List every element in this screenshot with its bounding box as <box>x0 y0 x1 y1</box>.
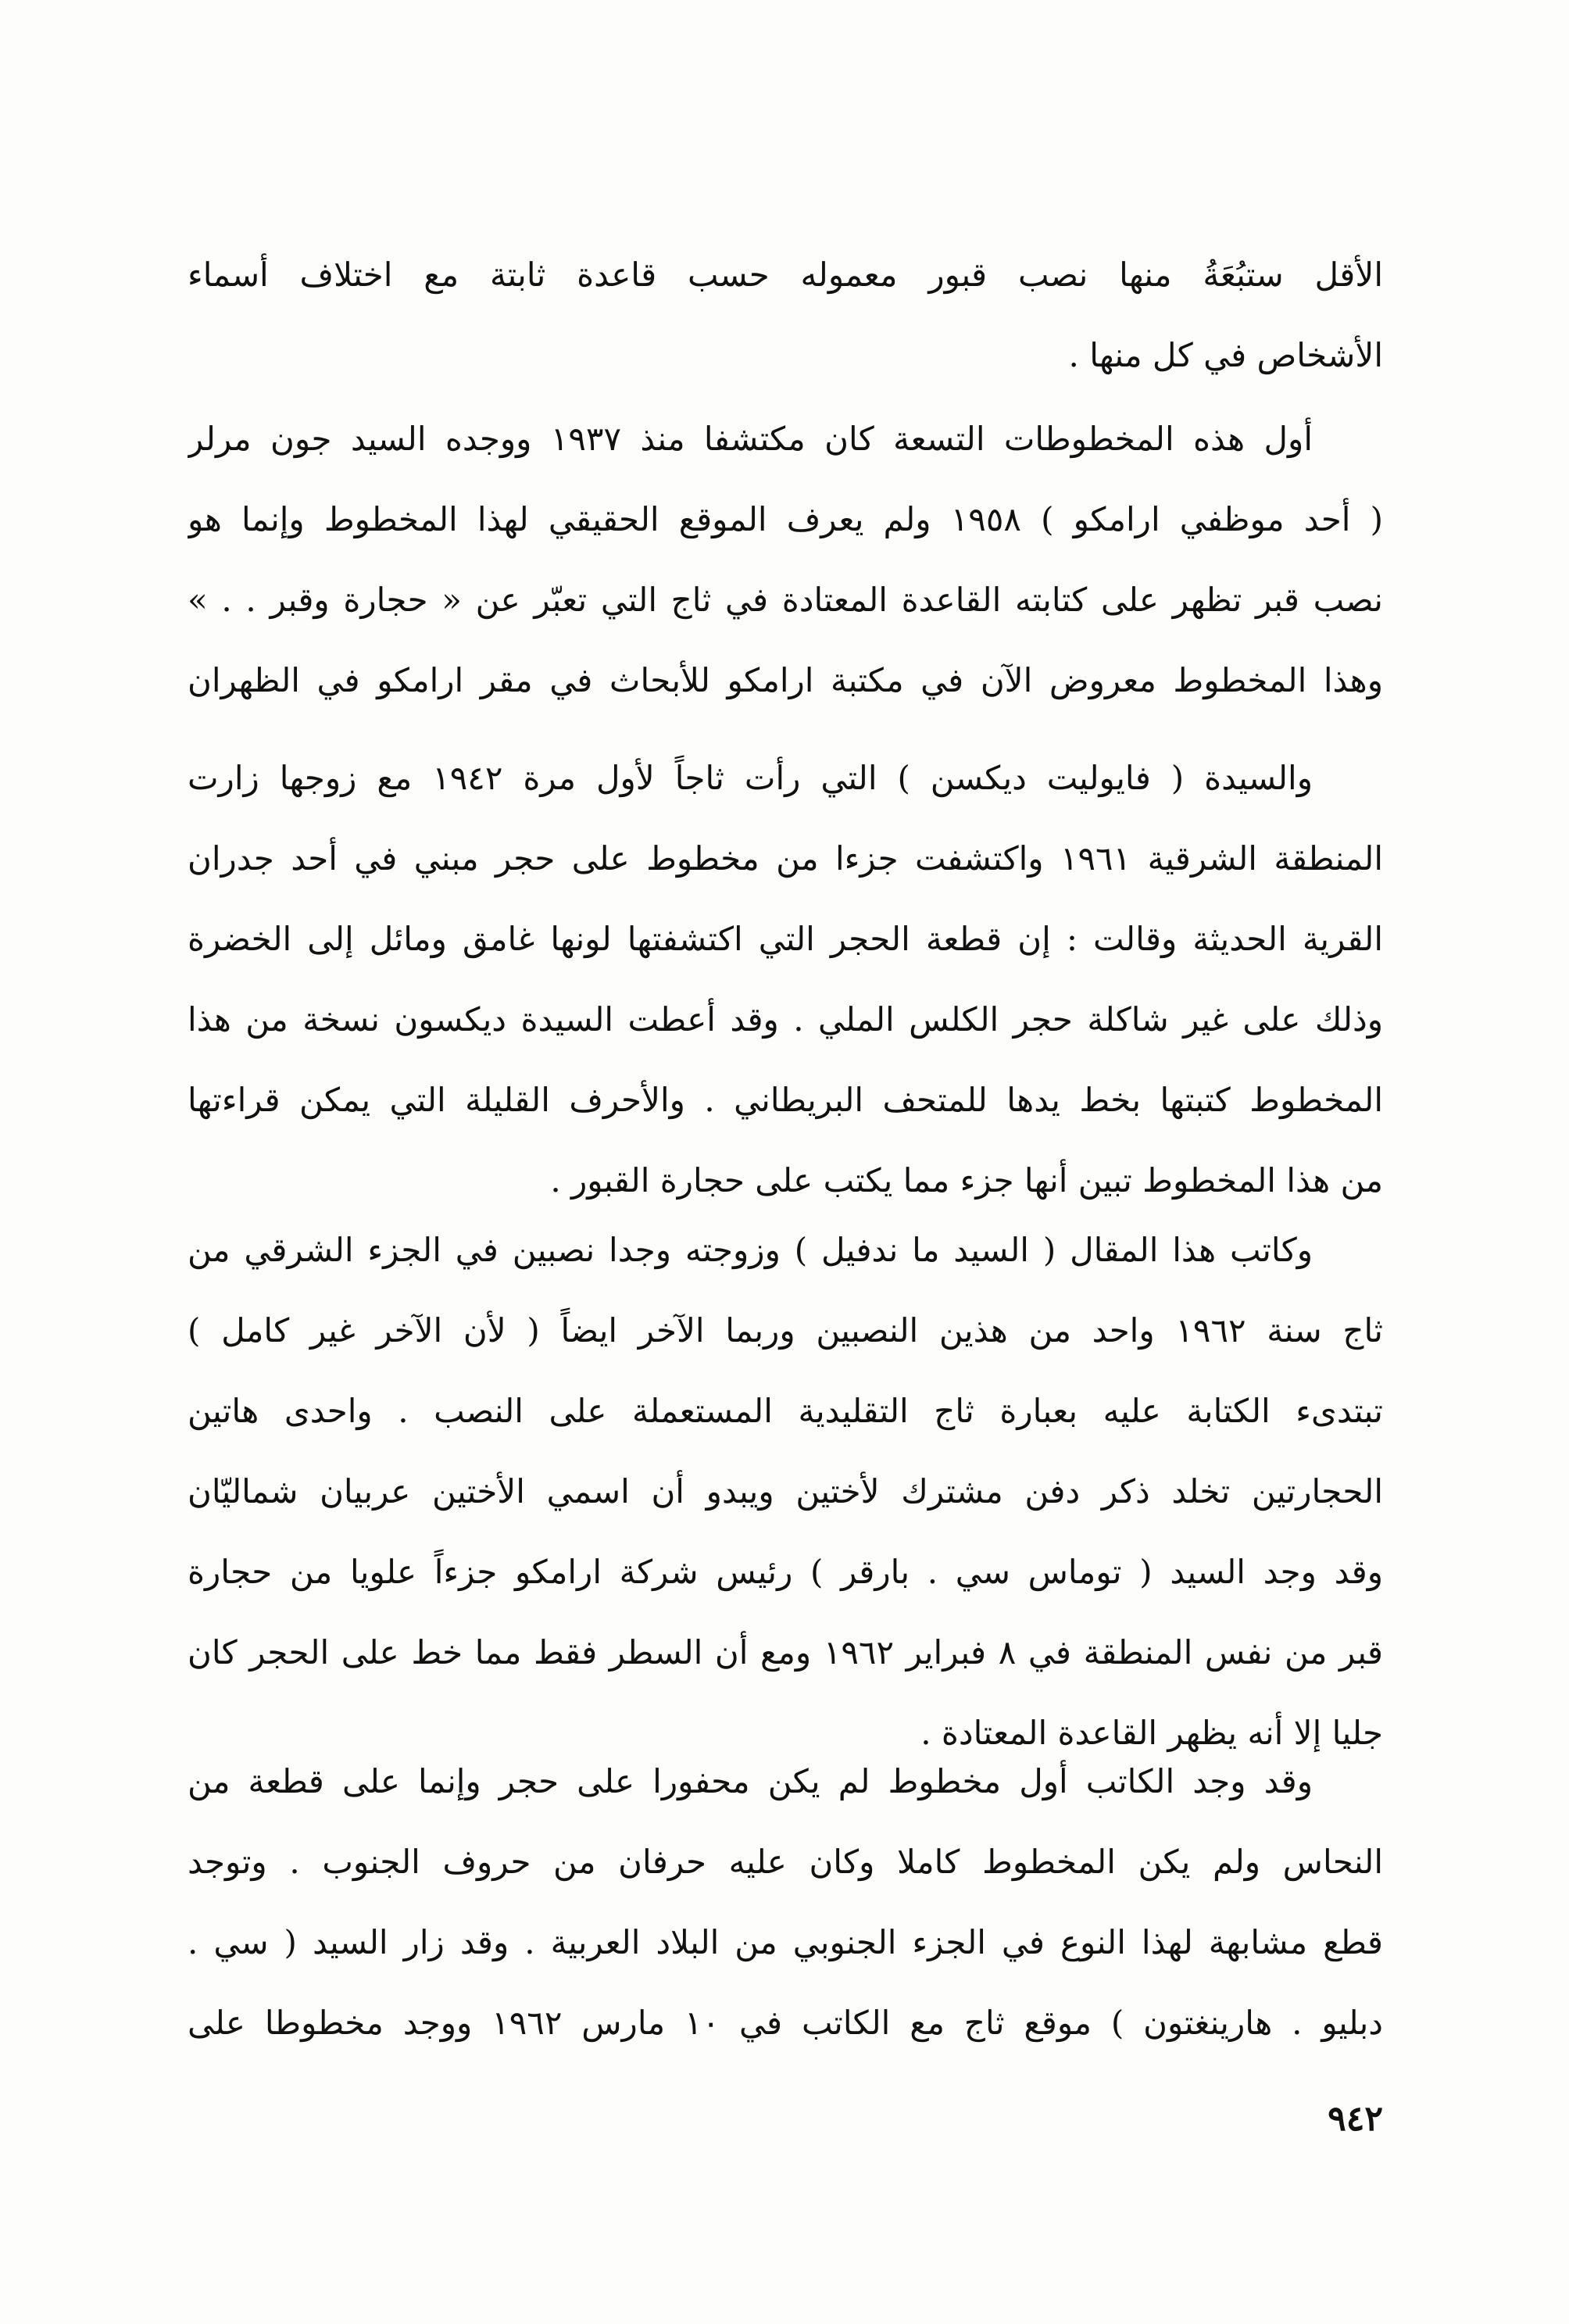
text-line: وقد وجد السيد ( توماس سي . بارقر ) رئيس شركة ارامكو جزءاً علويا من حجارة <box>188 1553 1383 1591</box>
text-line: نصب قبر تظهر على كتابته القاعدة المعتادة في ثاج التي تعبّر عن « حجارة وقبر . . » <box>188 581 1383 619</box>
text-line: المخطوط كتبتها بخط يدها للمتحف البريطاني . والأحرف القليلة التي يمكن قراءتها <box>188 1081 1383 1119</box>
text-line: من هذا المخطوط تبين أنها جزء مما يكتب على حجارة القبور . <box>550 1161 1383 1200</box>
text-line: والسيدة ( فايوليت ديكسن ) التي رأت ثاجاً لأول مرة ١٩٤٢ مع زوجها زارت <box>188 759 1313 797</box>
text-line: الأشخاص في كل منها . <box>1068 336 1383 374</box>
text-line: الأقل ستبُعَةُ منها نصب قبور معموله حسب قاعدة ثابتة مع اختلاف أسماء <box>188 256 1383 294</box>
paragraph-1 <box>188 234 1383 395</box>
text-line: ثاج سنة ١٩٦٢ واحد من هذين النصبين وربما الآخر ايضاً ( لأن الآخر غير كامل ) <box>188 1311 1383 1350</box>
text-line: المنطقة الشرقية ١٩٦١ واكتشفت جزءا من مخطوط على حجر مبني في أحد جدران <box>188 839 1383 878</box>
text-line: الحجارتين تخلد ذكر دفن مشترك لأختين ويبدو أن اسمي الأختين عربيان شماليّان <box>188 1472 1383 1511</box>
paragraph-3 <box>188 738 1383 1221</box>
text-line: وذلك على غير شاكلة حجر الكلس الملي . وقد أعطت السيدة ديكسون نسخة من هذا <box>188 1000 1383 1039</box>
text-line: النحاس ولم يكن المخطوط كاملا وكان عليه حرفان من حروف الجنوب . وتوجد <box>188 1843 1383 1881</box>
text-line: وقد وجد الكاتب أول مخطوط لم يكن محفورا على حجر وإنما على قطعة من <box>188 1762 1313 1800</box>
page-number: ٩٤٢ <box>1328 2099 1383 2139</box>
text-line: جليا إلا أنه يظهر القاعدة المعتادة . <box>920 1714 1383 1752</box>
text-line: قبر من نفس المنطقة في ٨ فبراير ١٩٦٢ ومع أن السطر فقط مما خط على الحجر كان <box>188 1633 1383 1671</box>
text-line: تبتدىء الكتابة عليه بعبارة ثاج التقليدية المستعملة على النصب . واحدى هاتين <box>188 1392 1383 1430</box>
text-line: القرية الحديثة وقالت : إن قطعة الحجر التي اكتشفتها لونها غامق ومائل إلى الخضرة <box>188 920 1383 958</box>
paragraph-4 <box>188 1210 1383 1773</box>
paragraph-2 <box>188 399 1383 720</box>
text-line: وكاتب هذا المقال ( السيد ما ندفيل ) وزوجته وجدا نصبين في الجزء الشرقي من <box>188 1231 1313 1269</box>
text-line: دبليو . هارينغتون ) موقع ثاج مع الكاتب في ١٠ مارس ١٩٦٢ ووجد مخطوطا على <box>188 2004 1383 2042</box>
text-line: قطع مشابهة لهذا النوع في الجزء الجنوبي من البلاد العربية . وقد زار السيد ( سي . <box>188 1923 1383 1961</box>
paragraph-5 <box>188 1741 1383 2063</box>
text-line: أول هذه المخطوطات التسعة كان مكتشفا منذ ١٩٣٧ ووجده السيد جون مرلر <box>188 420 1313 458</box>
text-line: وهذا المخطوط معروض الآن في مكتبة ارامكو للأبحاث في مقر ارامكو في الظهران <box>188 661 1383 699</box>
text-line: ( أحد موظفي ارامكو ) ١٩٥٨ ولم يعرف الموقع الحقيقي لهذا المخطوط وإنما هو <box>188 500 1383 538</box>
